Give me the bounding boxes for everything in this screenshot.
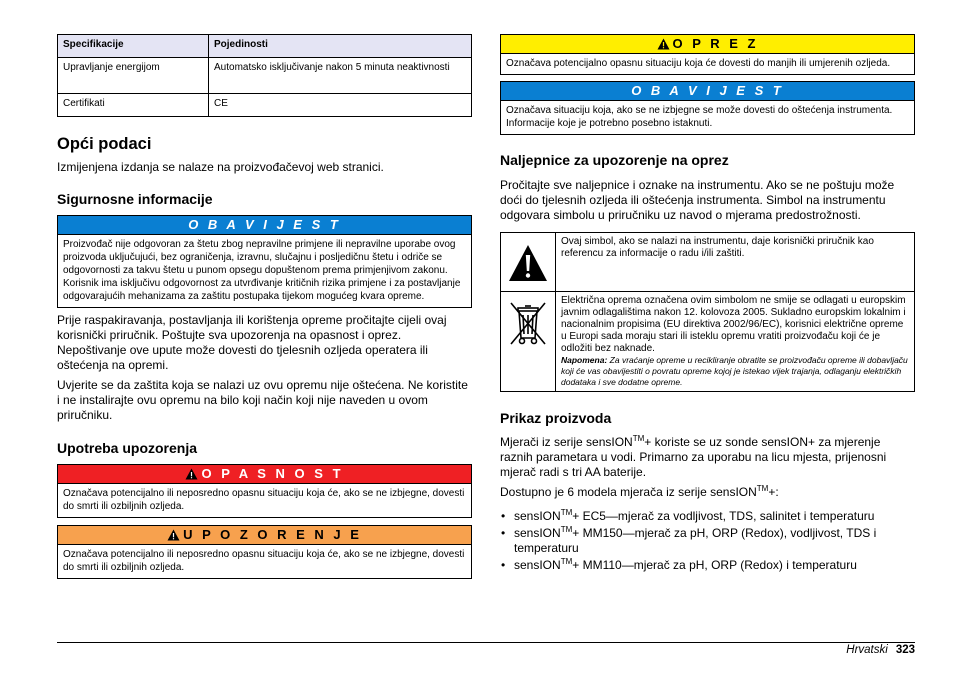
section-title-general: Opći podaci (57, 135, 152, 153)
model-description: + MM150—mjerač za pH, ORP (Redox), vodljivost, TDS i temperaturu (514, 526, 877, 555)
danger-banner (58, 465, 471, 484)
model-brand: sensION (514, 558, 561, 572)
model-description: + EC5—mjerač za vodljivost, TDS, salinitet i temperaturu (572, 509, 875, 523)
caution-box (500, 34, 915, 75)
model-brand: sensION (514, 509, 561, 523)
model-brand: sensION (514, 526, 561, 540)
section-title-product: Prikaz proizvoda (500, 410, 612, 426)
safety-paragraph: Uvjerite se da zaštita koja se nalazi uz ovu opremu nije oštećena. Ne koristite i ne instalirajte ovu opremu na bilo koji način koji nije naveden u ovom priručniku. (57, 378, 468, 422)
trademark-symbol: TM (560, 557, 573, 566)
section-title-labels: Naljepnice za upozorenje na oprez (500, 152, 729, 168)
section-title-safety: Sigurnosne informacije (57, 191, 213, 207)
model-list (500, 509, 915, 573)
general-intro: Izmijenjena izdanja se nalaze na proizvođačevoj web stranici. (57, 160, 384, 174)
note (561, 355, 909, 388)
symbol-description: Električna oprema označena ovim simbolom ne smije se odlagati u europskim javnim odlagalištima nakon 12. kolovoza 2005. Sukladno europskim lokalnim i nacionalnim propisima (EU direktiva 2002/96/EC), korisnici električne opreme u Europi sada moraju stari ili isteklu opremu vratiti proizvođaču koji će je odložiti bez naknade. (561, 295, 906, 354)
product-text: +: (768, 485, 779, 499)
trademark-symbol: TM (756, 484, 769, 493)
notice-banner: O B A V I J E S T (58, 216, 471, 235)
product-text: Dostupno je 6 modela mjerača iz serije sensION (500, 485, 757, 499)
table-row (58, 94, 472, 117)
table-cell (556, 233, 915, 292)
symbol-description: Ovaj simbol, ako se nalazi na instrumentu, daje korisnički priručnik kao referencu za informacije o radu i/ili zaštiti. (561, 236, 874, 259)
danger-label: O P A S N O S T (201, 466, 344, 481)
labels-paragraph: Pročitajte sve naljepnice i oznake na instrumentu. Ako se ne poštuju može doći do tjelesnih ozljeda ili oštećenja instrumenta. Simbol na instrumentu odgovara simbolu u priručniku uz navod o mjerama predostrožnosti. (500, 178, 895, 222)
table-cell: CE (209, 94, 472, 117)
section-title-hazard: Upotreba upozorenja (57, 440, 198, 456)
list-item (500, 526, 915, 556)
product-paragraph (500, 435, 915, 480)
trademark-symbol: TM (632, 434, 645, 443)
table-header-row (58, 35, 472, 58)
footer-divider (57, 642, 915, 643)
table-cell: Upravljanje energijom (58, 58, 209, 94)
warning-triangle-icon (507, 243, 549, 283)
right-column (500, 34, 915, 575)
note-text: Za vraćanje opreme u recikliranje obratite se proizvođaču opreme ili dobavljaču koji će vas obavijestiti o povratu opreme kojoj je istekao vijek trajanja, odlaganju električkih dodataka i sve dodatne opreme. (561, 355, 908, 387)
warning-box (57, 525, 472, 579)
notice-banner: O B A V I J E S T (501, 82, 914, 101)
table-header-cell: Specifikacije (58, 35, 209, 58)
table-cell (501, 292, 556, 392)
warning-triangle-icon (185, 468, 198, 480)
warning-text: Označava potencijalno ili neposredno opasnu situaciju koja će, ako se ne izbjegne, dovesti do smrti ili ozbiljnih ozljeda. (63, 549, 465, 573)
danger-text: Označava potencijalno ili neposredno opasnu situaciju koja će, ako se ne izbjegne, dovesti do smrti ili ozbiljnih ozljeda. (63, 488, 465, 512)
danger-box (57, 464, 472, 518)
symbols-table (500, 232, 915, 392)
table-row (501, 233, 915, 292)
table-row (501, 292, 915, 392)
caution-banner (501, 35, 914, 54)
warning-label: U P O Z O R E N J E (183, 527, 362, 542)
list-item (500, 558, 915, 573)
table-cell (556, 292, 915, 392)
model-description: + MM110—mjerač za pH, ORP (Redox) i temperaturu (572, 558, 857, 572)
notice-text: Označava situaciju koja, ako se ne izbjegne se može dovesti do oštećenja instrumenta. Informacije koje je potrebno posebno istaknuti. (506, 105, 893, 129)
list-item (500, 509, 915, 524)
table-cell (501, 233, 556, 292)
notice-text: Proizvođač nije odgovoran za štetu zbog nepravilne primjene ili nepravilne uporabe ovog proizvoda uključujući, bez ograničenja, izravnu, slučajnu i posljedičnu štetu i odriče se odgovornosti za takvu štetu u punom opsegu dopuštenom prema primjenjivom zakonu. Korisnik ima isključivu odgovornost za utvrđivanje kritičnih rizika primjene i za postavljanje odgovarajućih mehanizama za zaštitu postupaka tijekom mogućeg kvara opreme. (63, 239, 461, 302)
table-cell: Certifikati (58, 94, 209, 117)
product-text: Mjerači iz serije sensION (500, 435, 633, 449)
left-column (57, 34, 472, 579)
caution-label: O P R E Z (672, 36, 759, 51)
trademark-symbol: TM (560, 508, 573, 517)
note-label: Napomena: (561, 355, 608, 365)
page-number: 323 (895, 644, 915, 656)
footer-language: Hrvatski (846, 644, 888, 656)
product-paragraph (500, 485, 915, 500)
warning-triangle-icon (167, 529, 180, 541)
table-header-cell: Pojedinosti (209, 35, 472, 58)
crossed-out-wheelie-bin-icon (507, 298, 549, 348)
notice-box (500, 81, 915, 135)
page-footer (846, 644, 915, 656)
table-cell: Automatsko isključivanje nakon 5 minuta neaktivnosti (209, 58, 472, 94)
warning-banner (58, 526, 471, 545)
table-row (58, 58, 472, 94)
caution-text: Označava potencijalno opasnu situaciju koja će dovesti do manjih ili umjerenih ozljeda. (506, 58, 891, 69)
safety-paragraph: Prije raspakiravanja, postavljanja ili korištenja opreme pročitajte cijeli ovaj korisnički priručnik. Poštujte sva upozorenja na opasnost i oprez. Nepoštivanje ove upute može dovesti do tjelesnih ozljeda operatera ili oštećenja na opremi. (57, 313, 447, 372)
specifications-table (57, 34, 472, 117)
warning-triangle-icon (657, 38, 670, 50)
trademark-symbol: TM (560, 525, 573, 534)
notice-box (57, 215, 472, 308)
product-text: + koriste se uz sonde sensION+ za mjerenje raznih parametara u vodi. Primarno za uporabu na licu mjesta, prijenosni mjerač radi s tri AA baterije. (500, 435, 887, 479)
